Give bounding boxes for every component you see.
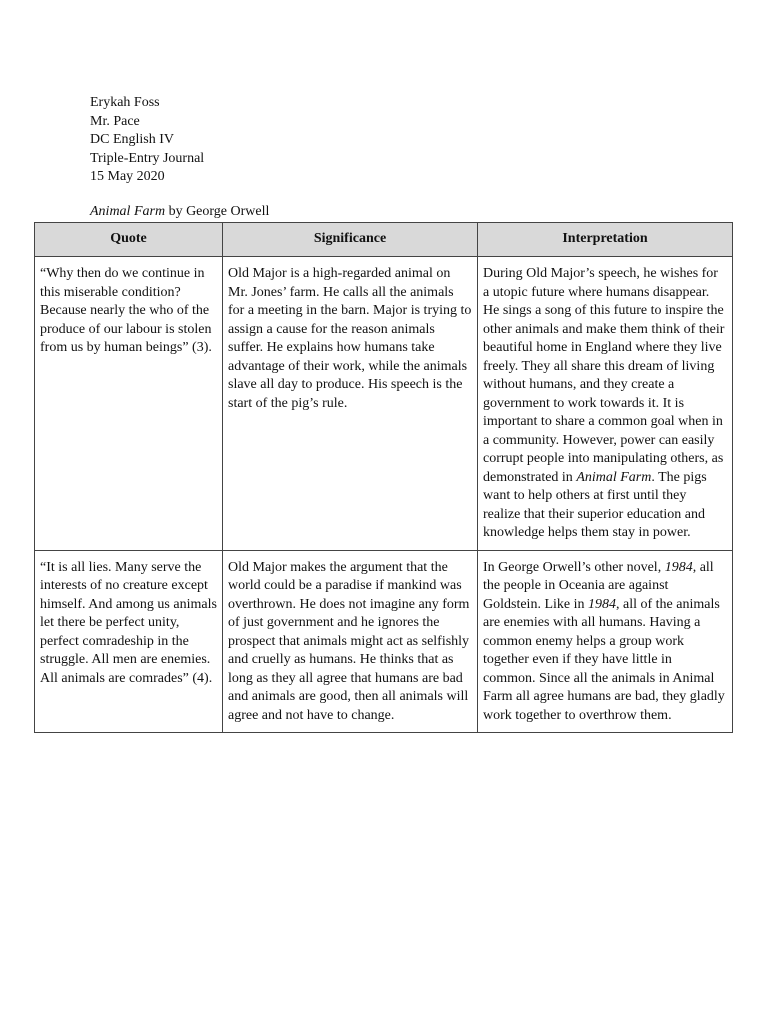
document-date: 15 May 2020	[90, 169, 165, 184]
journal-table	[34, 222, 733, 733]
quote-cell	[35, 550, 223, 733]
significance-cell	[223, 257, 478, 551]
interpretation-text-part: In George Orwell’s other novel,	[483, 559, 665, 575]
column-header-interpretation: Interpretation	[478, 223, 733, 257]
interpretation-cell	[478, 257, 733, 551]
interpretation-italic-title: 1984	[664, 559, 693, 575]
table-header-row	[35, 223, 733, 257]
book-title-line	[90, 203, 269, 222]
interpretation-text-part: , all of the animals are enemies with all humans. Having a common enemy helps a group work together even if they have little in common. Since all the animals in Animal Farm all agree humans are bad, they gladly work together to overthrow them.	[483, 596, 725, 723]
quote-cell	[35, 257, 223, 551]
interpretation-text-part: . The pigs want to help others at first until they realize that their superior education and knowledge helps them stay in power.	[483, 469, 707, 540]
significance-text: Old Major is a high-regarded animal on Mr. Jones’ farm. He calls all the animals for a meeting in the barn. Major is trying to assign a cause for the reason animals suffer. He explains how humans take advantage of their work, while the animals slave all day to produce. His speech is the start of the pig’s rule.	[228, 266, 472, 411]
assignment-name: Triple-Entry Journal	[90, 150, 205, 166]
significance-cell	[223, 550, 478, 733]
significance-text: Old Major makes the argument that the world could be a paradise if mankind was overthrown. He does not imagine any form of just government and he ignores the prospect that animals might act as selfishly and cruelly as humans. He thinks that as long as they all agree that humans are bad and animals are good, then all animals will agree and not have to change.	[228, 559, 470, 723]
interpretation-italic-title: 1984	[588, 596, 616, 612]
interpretation-italic-title: Animal Farm	[576, 469, 652, 485]
quote-text: “Why then do we continue in this miserable condition? Because nearly the who of the produce of our labour is stolen from us by human beings” (3).	[40, 266, 212, 355]
course-name: DC English IV	[90, 132, 174, 147]
column-header-quote: Quote	[35, 223, 223, 257]
book-title: Animal Farm	[90, 204, 166, 219]
interpretation-text	[483, 265, 727, 543]
interpretation-text-part: During Old Major’s speech, he wishes for a utopic future where humans disappear. He sings a song of this future to inspire the other animals and make them think of their beautiful home in England where they live freely. They all share this dream of living without humans, and they create a government to work towards it. It is important to share a common goal when in a community. However, power can easily corrupt people into manipulating others, as demonstrated in	[483, 266, 725, 485]
teacher-name: Mr. Pace	[90, 113, 140, 129]
quote-text: “It is all lies. Many serve the interests of no creature except himself. And among us animals let there be perfect unity, perfect comradeship in the struggle. All men are enemies. All animals are comrades” (4).	[40, 559, 217, 686]
interpretation-text-part: , all the people in Oceania are against Goldstein. Like in	[483, 559, 714, 612]
book-author: by George Orwell	[165, 204, 270, 219]
interpretation-text	[483, 559, 727, 726]
student-name: Erykah Foss	[90, 95, 160, 110]
column-header-significance: Significance	[223, 223, 478, 257]
document-header	[90, 94, 204, 187]
interpretation-cell	[478, 550, 733, 733]
table-row	[35, 257, 733, 551]
table-row	[35, 550, 733, 733]
